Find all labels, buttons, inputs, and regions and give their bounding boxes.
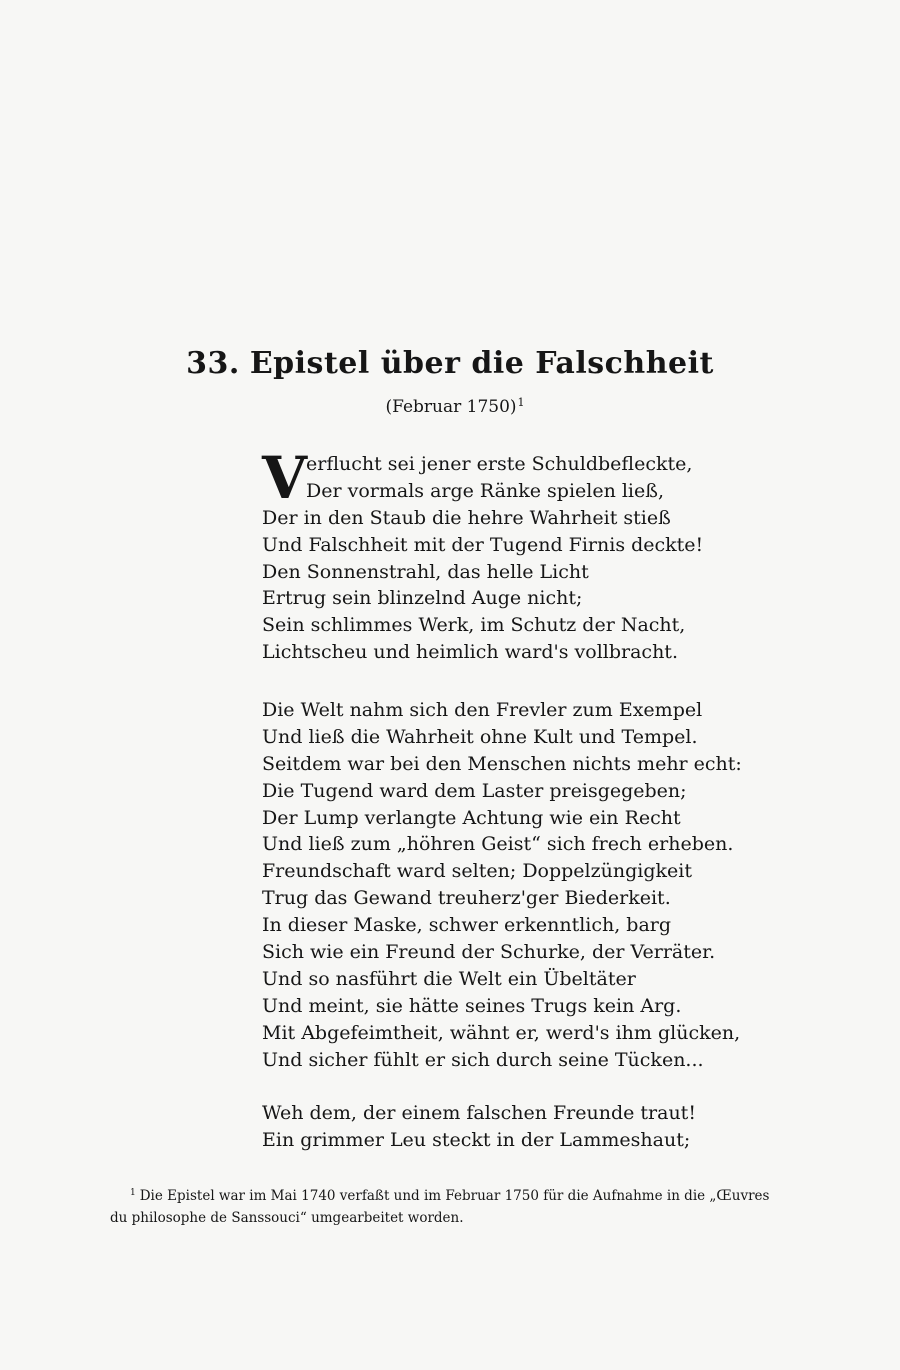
verse-line: Ein grimmer Leu steckt in der Lammeshaut; xyxy=(262,1128,691,1151)
verse-line: Der in den Staub die hehre Wahrheit stieß xyxy=(262,506,671,529)
footnote-line xyxy=(110,1182,800,1207)
footnote xyxy=(110,1182,800,1229)
verse-line: Und ließ die Wahrheit ohne Kult und Tempel. xyxy=(262,725,698,748)
verse-line: Sich wie ein Freund der Schurke, der Verräter. xyxy=(262,941,716,964)
date-text: (Februar 1750) xyxy=(385,397,517,417)
verse-line: Und ließ zum „höhren Geist“ sich frech erheben. xyxy=(262,833,734,856)
verse-line: Freundschaft ward selten; Doppelzüngigkeit xyxy=(262,860,692,883)
footnote-reference: 1 xyxy=(517,396,525,409)
poem-number: 33. xyxy=(186,346,240,381)
footnote-line xyxy=(110,1207,800,1229)
footnote-text-1: Die Epistel war im Mai 1740 verfaßt und im Februar 1750 für die Aufnahme in die „Œuvres xyxy=(139,1188,770,1204)
verse-line: Und so nasführt die Welt ein Übeltäter xyxy=(262,967,636,990)
verse-line: Ertrug sein blinzelnd Auge nicht; xyxy=(262,587,583,610)
stanza-2 xyxy=(262,697,822,1073)
poem-date xyxy=(0,396,900,417)
verse-line: erflucht sei jener erste Schuldbefleckte, xyxy=(306,453,693,475)
verse-line: Weh dem, der einem falschen Freunde traut! xyxy=(262,1102,696,1124)
verse-line: Den Sonnenstrahl, das helle Licht xyxy=(262,560,589,583)
verse-line: Trug das Gewand treuherz'ger Biederkeit. xyxy=(262,887,671,910)
footnote-text-2: du philosophe de Sanssouci“ umgearbeitet worden. xyxy=(110,1210,464,1226)
verse-line: In dieser Maske, schwer erkenntlich, barg xyxy=(262,914,672,937)
verse-line: Die Welt nahm sich den Frevler zum Exempel xyxy=(262,699,703,721)
verse-line: Seitdem war bei den Menschen nichts mehr echt: xyxy=(262,752,742,775)
verse-line: Und meint, sie hätte seines Trugs kein Arg. xyxy=(262,994,682,1017)
verse-line: Mit Abgefeimtheit, wähnt er, werd's ihm glücken, xyxy=(262,1021,741,1044)
poem-title: Epistel über die Falschheit xyxy=(249,346,714,381)
verse-line: Die Tugend ward dem Laster preisgegeben; xyxy=(262,779,687,802)
drop-cap: V xyxy=(262,444,308,512)
footnote-mark: 1 xyxy=(130,1188,136,1198)
stanza-1 xyxy=(262,444,822,666)
verse-line: Der Lump verlangte Achtung wie ein Recht xyxy=(262,806,681,829)
verse-line: Sein schlimmes Werk, im Schutz der Nacht, xyxy=(262,614,686,637)
verse-line: Der vormals arge Ränke spielen ließ, xyxy=(306,479,664,502)
verse-line: Und sicher fühlt er sich durch seine Tücken... xyxy=(262,1048,704,1071)
verse-line: Lichtscheu und heimlich ward's vollbracht. xyxy=(262,641,678,664)
verse-line: Und Falschheit mit der Tugend Firnis deckte! xyxy=(262,533,704,556)
page-title xyxy=(0,346,900,381)
stanza-3 xyxy=(262,1100,822,1154)
